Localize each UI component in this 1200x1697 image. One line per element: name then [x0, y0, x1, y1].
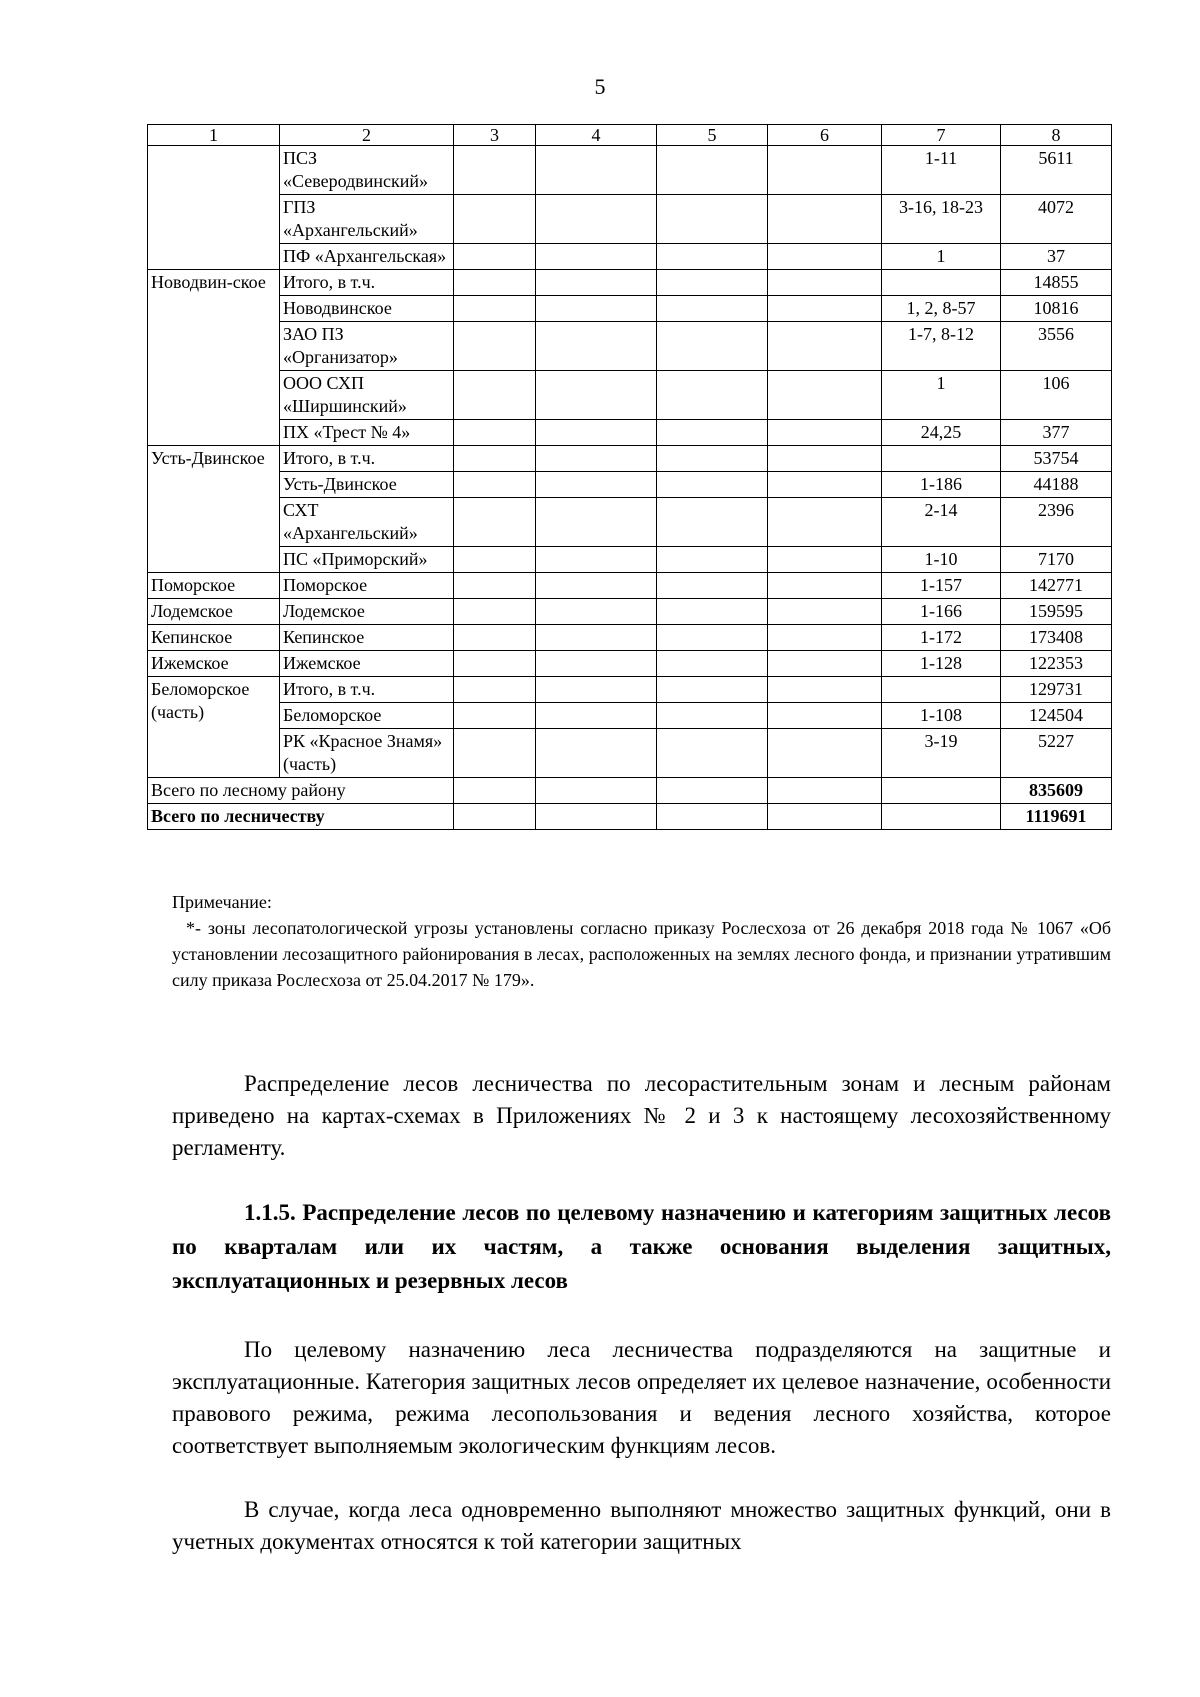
- forestry-cell: ГПЗ «Архангельский»: [280, 195, 454, 244]
- empty-cell: [657, 498, 768, 547]
- quarters-cell: [882, 677, 1001, 703]
- empty-cell: [768, 498, 882, 547]
- empty-cell: [657, 420, 768, 446]
- forestry-cell: Усть-Двинское: [280, 472, 454, 498]
- empty-cell: [768, 703, 882, 729]
- empty-cell: [657, 729, 768, 778]
- empty-cell: [536, 677, 657, 703]
- table-row: [148, 146, 1112, 195]
- table-row: [148, 651, 1112, 677]
- empty-cell: [657, 677, 768, 703]
- area-cell: 159595: [1001, 599, 1112, 625]
- empty-cell: [768, 625, 882, 651]
- empty-cell: [536, 599, 657, 625]
- empty-cell: [454, 322, 536, 371]
- empty-cell: [536, 778, 657, 804]
- table-row: [148, 547, 1112, 573]
- empty-cell: [454, 244, 536, 270]
- empty-cell: [657, 651, 768, 677]
- table-row: [148, 677, 1112, 703]
- empty-cell: [454, 420, 536, 446]
- empty-cell: [657, 195, 768, 244]
- table-row: [148, 573, 1112, 599]
- table-row: [148, 371, 1112, 420]
- empty-cell: [536, 703, 657, 729]
- area-cell: 173408: [1001, 625, 1112, 651]
- forestry-cell: Лодемское: [280, 599, 454, 625]
- empty-cell: [882, 778, 1001, 804]
- forestry-cell: ЗАО ПЗ «Организатор»: [280, 322, 454, 371]
- quarters-cell: 24,25: [882, 420, 1001, 446]
- forestry-cell: ПС «Приморский»: [280, 547, 454, 573]
- total-forestry-row: [148, 804, 1112, 830]
- quarters-cell: 1-128: [882, 651, 1001, 677]
- area-cell: 122353: [1001, 651, 1112, 677]
- area-cell: 10816: [1001, 296, 1112, 322]
- empty-cell: [768, 371, 882, 420]
- district-cell: Ижемское: [148, 651, 280, 677]
- quarters-cell: 1-10: [882, 547, 1001, 573]
- total-forestry-value: 1119691: [1001, 804, 1112, 830]
- empty-cell: [454, 625, 536, 651]
- header-cell: 4: [536, 125, 657, 146]
- header-cell: 2: [280, 125, 454, 146]
- district-cell: Поморское: [148, 573, 280, 599]
- empty-cell: [768, 547, 882, 573]
- empty-cell: [454, 599, 536, 625]
- total-district-label: Всего по лесному району: [148, 778, 454, 804]
- area-cell: 377: [1001, 420, 1112, 446]
- total-district-value: 835609: [1001, 778, 1112, 804]
- forestry-cell: ПХ «Трест № 4»: [280, 420, 454, 446]
- forestry-cell: Поморское: [280, 573, 454, 599]
- empty-cell: [454, 778, 536, 804]
- empty-cell: [454, 498, 536, 547]
- empty-cell: [454, 146, 536, 195]
- empty-cell: [454, 270, 536, 296]
- empty-cell: [768, 778, 882, 804]
- empty-cell: [536, 651, 657, 677]
- empty-cell: [768, 651, 882, 677]
- table-row: [148, 322, 1112, 371]
- forestry-cell: Новодвинское: [280, 296, 454, 322]
- empty-cell: [657, 625, 768, 651]
- empty-cell: [536, 446, 657, 472]
- table-row: [148, 296, 1112, 322]
- forestry-cell: Беломорское: [280, 703, 454, 729]
- total-district-row: [148, 778, 1112, 804]
- empty-cell: [454, 703, 536, 729]
- area-cell: 37: [1001, 244, 1112, 270]
- empty-cell: [454, 729, 536, 778]
- empty-cell: [768, 244, 882, 270]
- quarters-cell: [882, 270, 1001, 296]
- forestry-cell: Кепинское: [280, 625, 454, 651]
- page-number: 5: [594, 74, 606, 99]
- table-row: [148, 498, 1112, 547]
- empty-cell: [882, 804, 1001, 830]
- header-cell: 6: [768, 125, 882, 146]
- header-cell: 3: [454, 125, 536, 146]
- forestry-cell: Итого, в т.ч.: [280, 270, 454, 296]
- paragraph-functions: В случае, когда леса одновременно выполняют множество защитных функций, они в учетных документах относятся к той категории защитных: [172, 1497, 1111, 1554]
- empty-cell: [657, 146, 768, 195]
- empty-cell: [536, 420, 657, 446]
- area-cell: 124504: [1001, 703, 1112, 729]
- district-cell: Кепинское: [148, 625, 280, 651]
- empty-cell: [454, 547, 536, 573]
- empty-cell: [454, 651, 536, 677]
- empty-cell: [768, 729, 882, 778]
- area-cell: 14855: [1001, 270, 1112, 296]
- empty-cell: [657, 778, 768, 804]
- empty-cell: [536, 729, 657, 778]
- note-title: Примечание:: [172, 892, 272, 912]
- forestry-cell: Итого, в т.ч.: [280, 446, 454, 472]
- paragraph-purpose: По целевому назначению леса лесничества подразделяются на защитные и эксплуатационные. Категория защитных лесов определяет их целевое назначение, особенности правового режима, режима лесопользования и ведения лесного хозяйства, которое соответствует выполняемым экологическим функциям лесов.: [172, 1337, 1111, 1458]
- empty-cell: [768, 472, 882, 498]
- forestry-cell: Итого, в т.ч.: [280, 677, 454, 703]
- empty-cell: [536, 625, 657, 651]
- empty-cell: [536, 371, 657, 420]
- forestry-cell: ПФ «Архангельская»: [280, 244, 454, 270]
- table-row: [148, 472, 1112, 498]
- empty-cell: [657, 322, 768, 371]
- empty-cell: [536, 244, 657, 270]
- quarters-cell: 3-19: [882, 729, 1001, 778]
- area-cell: 5611: [1001, 146, 1112, 195]
- district-cell: [148, 146, 280, 270]
- table-row: [148, 625, 1112, 651]
- forestry-cell: РК «Красное Знамя» (часть): [280, 729, 454, 778]
- district-cell: Беломорское (часть): [148, 677, 280, 778]
- empty-cell: [768, 146, 882, 195]
- table-row: [148, 446, 1112, 472]
- empty-cell: [768, 322, 882, 371]
- quarters-cell: 1-11: [882, 146, 1001, 195]
- quarters-cell: 1-166: [882, 599, 1001, 625]
- empty-cell: [768, 446, 882, 472]
- empty-cell: [454, 573, 536, 599]
- empty-cell: [657, 270, 768, 296]
- empty-cell: [768, 270, 882, 296]
- forestry-cell: ПСЗ «Северодвинский»: [280, 146, 454, 195]
- header-cell: 8: [1001, 125, 1112, 146]
- header-cell: 7: [882, 125, 1001, 146]
- empty-cell: [768, 195, 882, 244]
- empty-cell: [657, 599, 768, 625]
- empty-cell: [454, 371, 536, 420]
- area-cell: 53754: [1001, 446, 1112, 472]
- district-cell: Новодвин-ское: [148, 270, 280, 446]
- area-cell: 7170: [1001, 547, 1112, 573]
- empty-cell: [657, 371, 768, 420]
- area-cell: 5227: [1001, 729, 1112, 778]
- empty-cell: [657, 804, 768, 830]
- table-row: [148, 195, 1112, 244]
- quarters-cell: 1: [882, 244, 1001, 270]
- area-cell: 4072: [1001, 195, 1112, 244]
- area-cell: 44188: [1001, 472, 1112, 498]
- empty-cell: [657, 703, 768, 729]
- empty-cell: [454, 804, 536, 830]
- header-cell: 1: [148, 125, 280, 146]
- empty-cell: [454, 296, 536, 322]
- empty-cell: [536, 573, 657, 599]
- header-cell: 5: [657, 125, 768, 146]
- paragraph-maps: Распределение лесов лесничества по лесорастительным зонам и лесным районам приведено на картах-схемах в Приложениях № 2 и 3 к настоящему лесохозяйственному регламенту.: [172, 1071, 1111, 1160]
- quarters-cell: 1: [882, 371, 1001, 420]
- quarters-cell: 1-157: [882, 573, 1001, 599]
- empty-cell: [536, 322, 657, 371]
- empty-cell: [536, 146, 657, 195]
- quarters-cell: 1-172: [882, 625, 1001, 651]
- district-cell: Лодемское: [148, 599, 280, 625]
- empty-cell: [657, 296, 768, 322]
- empty-cell: [454, 195, 536, 244]
- district-cell: Усть-Двинское: [148, 446, 280, 573]
- empty-cell: [657, 472, 768, 498]
- empty-cell: [454, 677, 536, 703]
- quarters-cell: [882, 446, 1001, 472]
- empty-cell: [536, 804, 657, 830]
- area-cell: 106: [1001, 371, 1112, 420]
- forestry-cell: ООО СХП «Ширшинский»: [280, 371, 454, 420]
- empty-cell: [657, 547, 768, 573]
- empty-cell: [536, 195, 657, 244]
- empty-cell: [657, 573, 768, 599]
- empty-cell: [768, 599, 882, 625]
- empty-cell: [657, 446, 768, 472]
- table-row: [148, 729, 1112, 778]
- area-cell: 129731: [1001, 677, 1112, 703]
- empty-cell: [768, 573, 882, 599]
- table-header-row: [148, 125, 1112, 146]
- empty-cell: [657, 244, 768, 270]
- area-cell: 142771: [1001, 573, 1112, 599]
- empty-cell: [536, 296, 657, 322]
- note-text: *- зоны лесопатологической угрозы установлены согласно приказу Рослесхоза от 26 декабря 2018 года № 1067 «Об установлении лесозащитного районирования в лесах, расположенных на землях лесного фонда, и признании утратившим силу приказа Рослесхоза от 25.04.2017 № 179».: [172, 918, 1111, 990]
- table-note: [172, 889, 1111, 993]
- quarters-cell: 3-16, 18-23: [882, 195, 1001, 244]
- empty-cell: [768, 677, 882, 703]
- empty-cell: [536, 472, 657, 498]
- quarters-cell: 1, 2, 8-57: [882, 296, 1001, 322]
- table-row: [148, 599, 1112, 625]
- empty-cell: [454, 472, 536, 498]
- quarters-cell: 1-7, 8-12: [882, 322, 1001, 371]
- quarters-cell: 2-14: [882, 498, 1001, 547]
- empty-cell: [768, 296, 882, 322]
- forestry-cell: Ижемское: [280, 651, 454, 677]
- table-row: [148, 270, 1112, 296]
- table-row: [148, 244, 1112, 270]
- section-heading: 1.1.5. Распределение лесов по целевому назначению и категориям защитных лесов по кварталам или их частям, а также основания выделения защитных, эксплуатационных и резервных лесов: [172, 1200, 1111, 1293]
- quarters-cell: 1-186: [882, 472, 1001, 498]
- empty-cell: [536, 270, 657, 296]
- area-cell: 3556: [1001, 322, 1112, 371]
- forestry-cell: СХТ «Архангельский»: [280, 498, 454, 547]
- empty-cell: [454, 446, 536, 472]
- total-forestry-label: Всего по лесничеству: [148, 804, 454, 830]
- quarters-cell: 1-108: [882, 703, 1001, 729]
- table-row: [148, 703, 1112, 729]
- empty-cell: [536, 547, 657, 573]
- empty-cell: [768, 420, 882, 446]
- area-cell: 2396: [1001, 498, 1112, 547]
- empty-cell: [768, 804, 882, 830]
- table-row: [148, 420, 1112, 446]
- forest-distribution-table: [147, 124, 1112, 830]
- empty-cell: [536, 498, 657, 547]
